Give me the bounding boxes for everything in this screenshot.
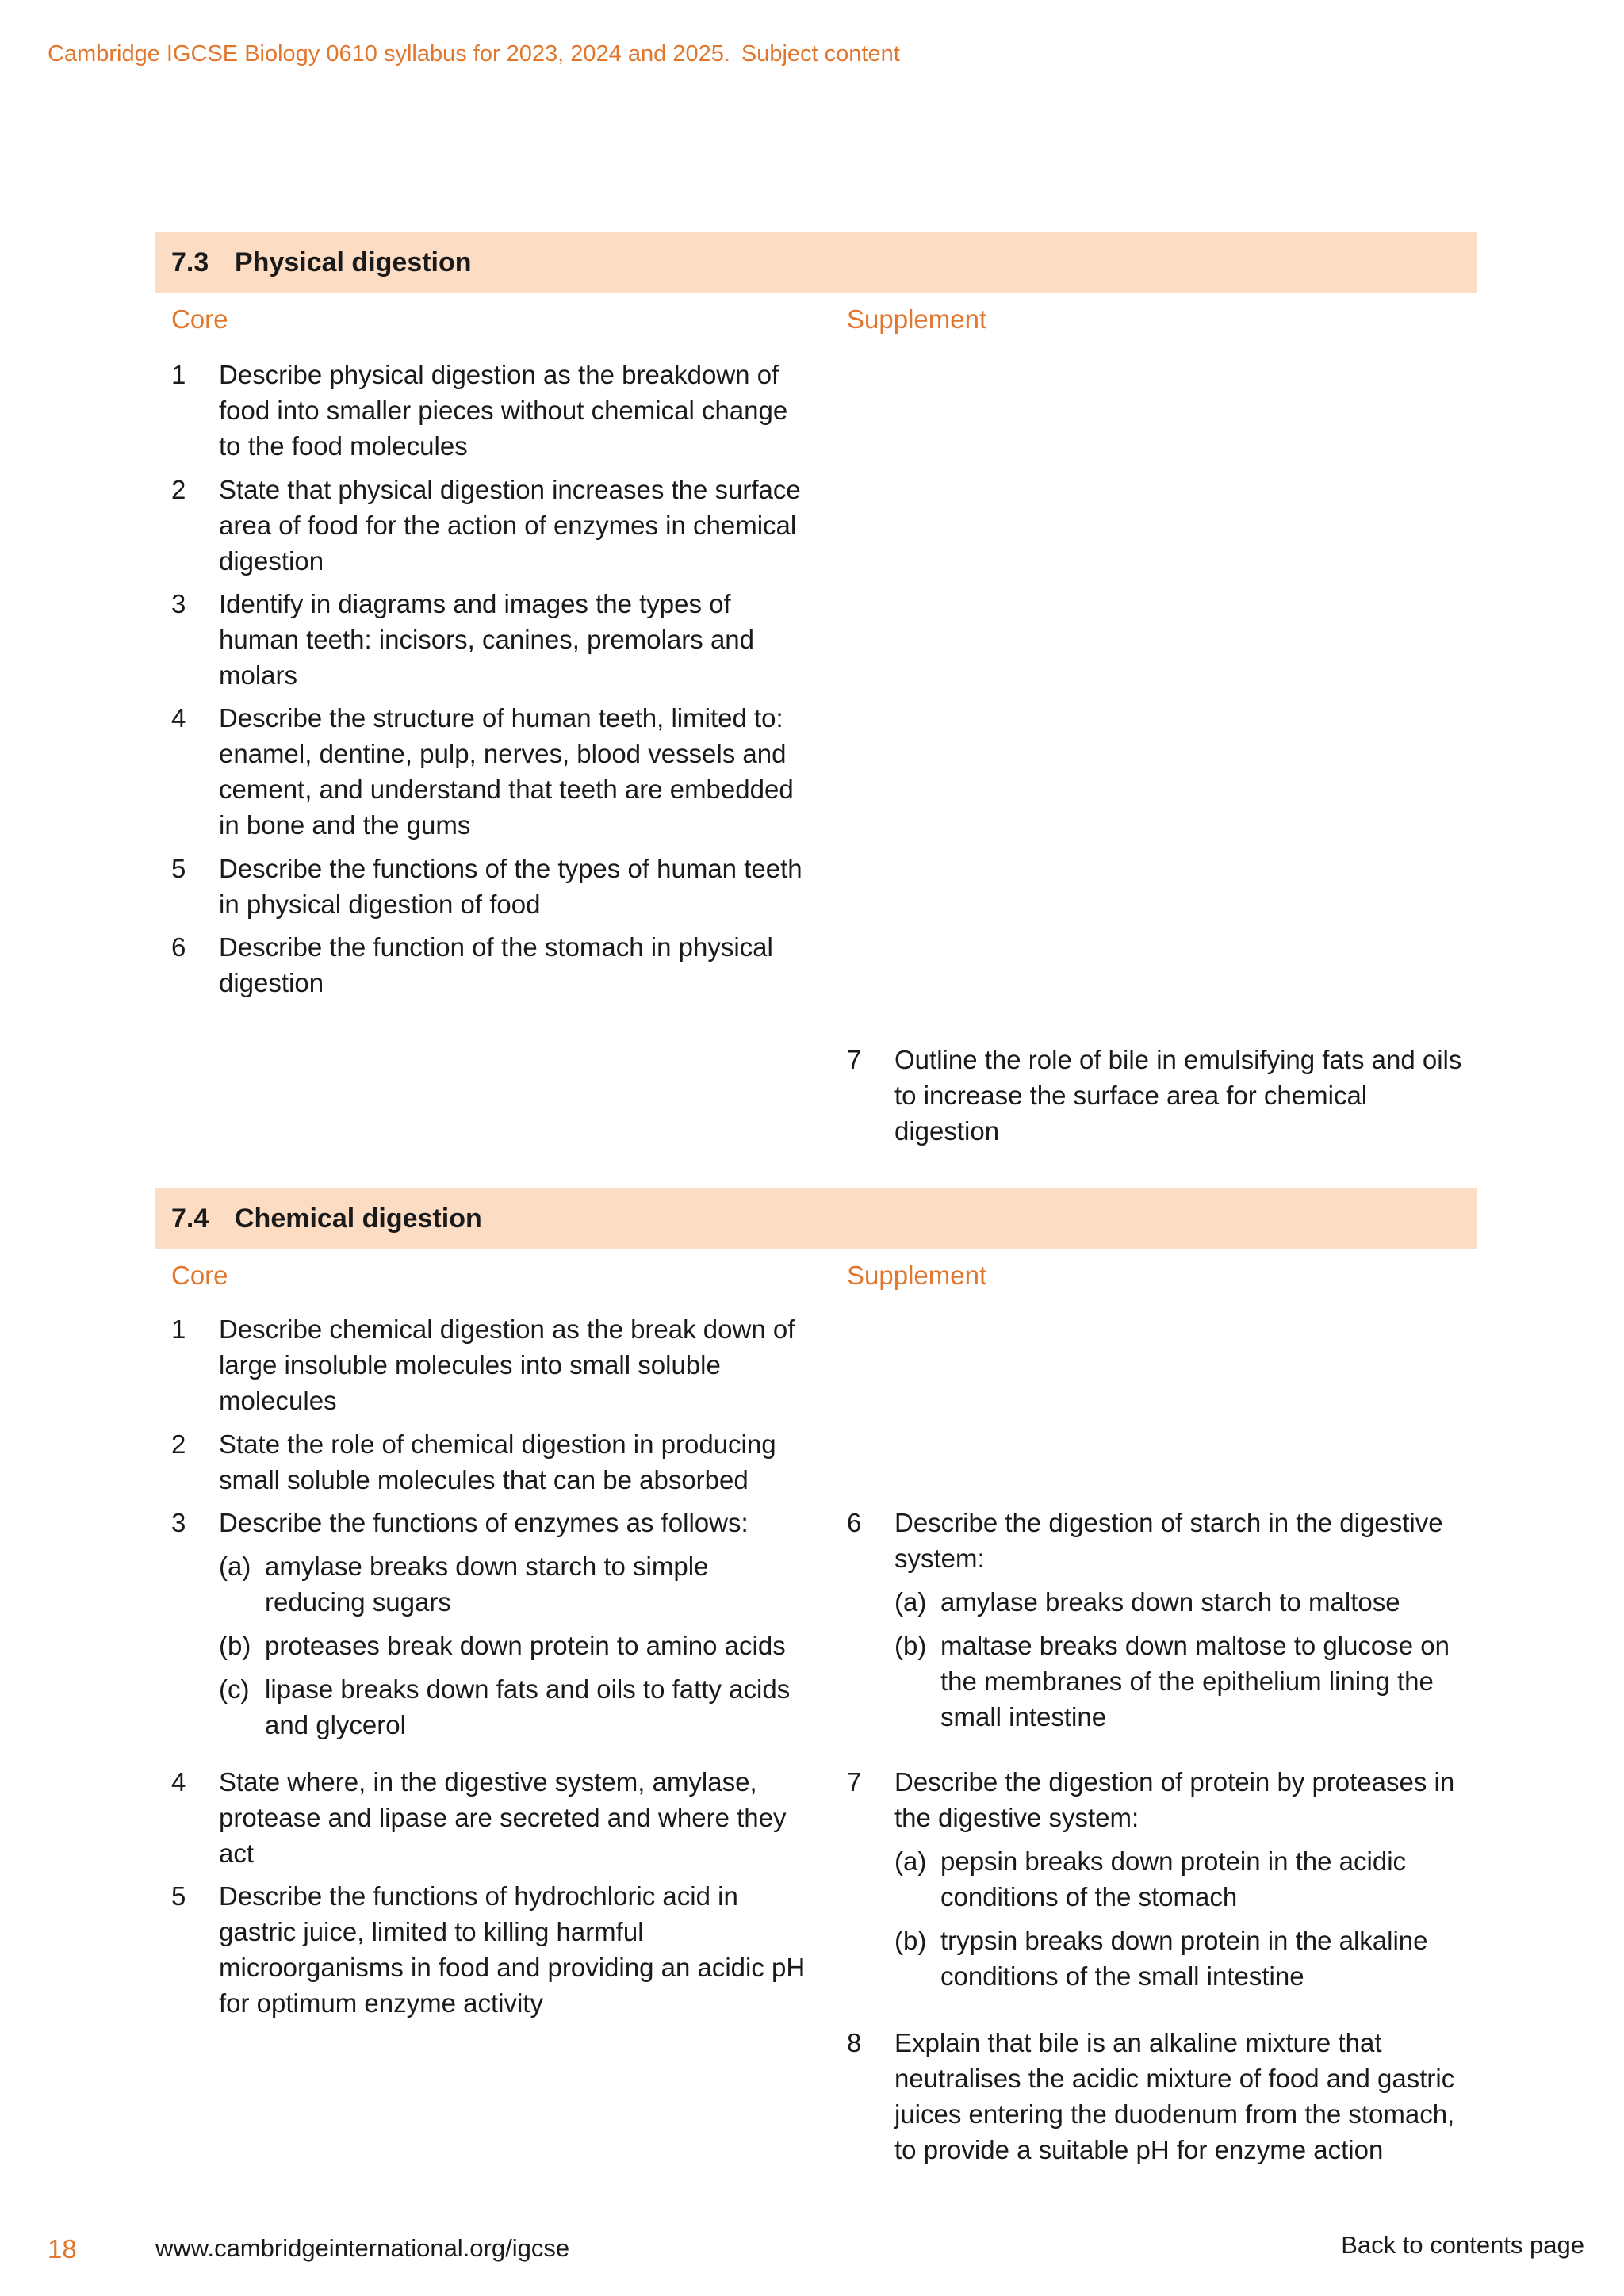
core-item (171, 472, 806, 579)
sub-item-text: lipase breaks down fats and oils to fatty acids and glycerol (265, 1674, 791, 1739)
supplement-item (847, 1505, 1477, 1735)
core-item (171, 700, 806, 843)
section-number: 7.3 (171, 247, 209, 277)
supplement-item (847, 2025, 1477, 2168)
core-item (171, 1764, 806, 1871)
item-text: Explain that bile is an alkaline mixture that neutralises the acidic mixture of food and gastric juices entering the duodenum from the stomach, to provide a suitable pH for enzyme action (894, 2028, 1455, 2164)
core-item (171, 1311, 806, 1418)
sub-item (219, 1628, 806, 1663)
page-number: 18 (48, 2234, 77, 2263)
item-text: Outline the role of bile in emulsifying fats and oils to increase the surface area for chemical digestion (894, 1045, 1462, 1146)
sub-item-letter: (b) (894, 1631, 927, 1660)
core-item (171, 586, 806, 693)
item-number: 6 (847, 1508, 862, 1537)
item-text: State where, in the digestive system, amylase, protease and lipase are secreted and where they act (219, 1767, 787, 1868)
sub-item (894, 1584, 1477, 1620)
item-number: 1 (171, 360, 186, 389)
item-text: Describe the function of the stomach in physical digestion (219, 932, 773, 997)
back-to-contents-link[interactable]: Back to contents page (1341, 2231, 1584, 2259)
item-number: 3 (171, 1508, 186, 1537)
sub-item-letter: (a) (894, 1846, 927, 1876)
item-number: 5 (171, 854, 186, 883)
item-number: 2 (171, 1429, 186, 1459)
item-number: 7 (847, 1767, 862, 1797)
sub-item-text: pepsin breaks down protein in the acidic conditions of the stomach (940, 1846, 1407, 1911)
sub-item (894, 1628, 1477, 1735)
sub-item-letter: (a) (219, 1552, 251, 1581)
section-chemical-digestion (155, 1188, 1477, 2164)
sub-item-text: proteases break down protein to amino acids (265, 1631, 786, 1660)
supplement-label: Supplement (847, 1261, 987, 1290)
section-title: Chemical digestion (235, 1203, 482, 1234)
sub-item-letter: (c) (219, 1674, 250, 1704)
sub-item (219, 1671, 806, 1743)
item-number: 1 (171, 1314, 186, 1344)
section-title: Physical digestion (235, 247, 472, 277)
item-text: Describe the digestion of protein by proteases in the digestive system: (894, 1767, 1455, 1832)
core-item (171, 1426, 806, 1498)
item-number: 5 (171, 1881, 186, 1911)
core-item (171, 1878, 806, 2021)
sub-item (894, 1923, 1477, 1994)
supplement-item (847, 1764, 1477, 1994)
item-number: 4 (171, 1767, 186, 1797)
sub-item (219, 1548, 806, 1620)
item-number: 4 (171, 703, 186, 733)
item-text: State that physical digestion increases the surface area of food for the action of enzymes in chemical digestion (219, 475, 801, 576)
item-text: Describe the digestion of starch in the digestive system: (894, 1508, 1443, 1573)
section-heading (155, 232, 1477, 293)
running-header (48, 41, 900, 67)
sub-item-letter: (b) (894, 1926, 927, 1955)
sub-item-text: trypsin breaks down protein in the alkaline conditions of the small intestine (940, 1926, 1428, 1991)
document-title: Cambridge IGCSE Biology 0610 syllabus for 2023, 2024 and 2025. (48, 41, 730, 67)
sub-item-letter: (b) (219, 1631, 251, 1660)
section-physical-digestion (155, 232, 1477, 1146)
supplement-label: Supplement (847, 304, 987, 334)
sub-item-text: amylase breaks down starch to simple reducing sugars (265, 1552, 709, 1617)
sub-item (894, 1843, 1477, 1915)
core-label: Core (171, 1261, 228, 1290)
section-heading (155, 1188, 1477, 1249)
sub-item-letter: (a) (894, 1587, 927, 1617)
core-label: Core (171, 304, 228, 334)
item-text: Describe the functions of enzymes as follows: (219, 1508, 749, 1537)
sub-item-text: amylase breaks down starch to maltose (940, 1587, 1400, 1617)
sub-item-text: maltase breaks down maltose to glucose on the membranes of the epithelium lining the small intestine (940, 1631, 1450, 1732)
item-number: 8 (847, 2028, 862, 2057)
supplement-item (847, 1042, 1477, 1149)
item-text: Describe the structure of human teeth, limited to: enamel, dentine, pulp, nerves, blood vessels and cement, and understand that teeth are embedded in bone and the gums (219, 703, 794, 840)
item-number: 6 (171, 932, 186, 962)
section-name: Subject content (741, 41, 900, 67)
core-item (171, 357, 806, 464)
item-text: Describe the functions of the types of human teeth in physical digestion of food (219, 854, 802, 919)
item-number: 3 (171, 589, 186, 618)
core-item (171, 929, 806, 1001)
website-link[interactable]: www.cambridgeinternational.org/igcse (155, 2234, 570, 2262)
section-number: 7.4 (171, 1203, 209, 1234)
core-item (171, 851, 806, 922)
item-text: State the role of chemical digestion in producing small soluble molecules that can be absorbed (219, 1429, 776, 1494)
item-text: Describe the functions of hydrochloric acid in gastric juice, limited to killing harmful microorganisms in food and providing an acidic pH for optimum enzyme activity (219, 1881, 806, 2018)
core-item (171, 1505, 806, 1743)
item-number: 7 (847, 1045, 862, 1074)
item-text: Describe chemical digestion as the break down of large insoluble molecules into small soluble molecules (219, 1314, 795, 1415)
item-text: Identify in diagrams and images the types of human teeth: incisors, canines, premolars and molars (219, 589, 755, 690)
item-text: Describe physical digestion as the breakdown of food into smaller pieces without chemical change to the food molecules (219, 360, 788, 461)
item-number: 2 (171, 475, 186, 504)
